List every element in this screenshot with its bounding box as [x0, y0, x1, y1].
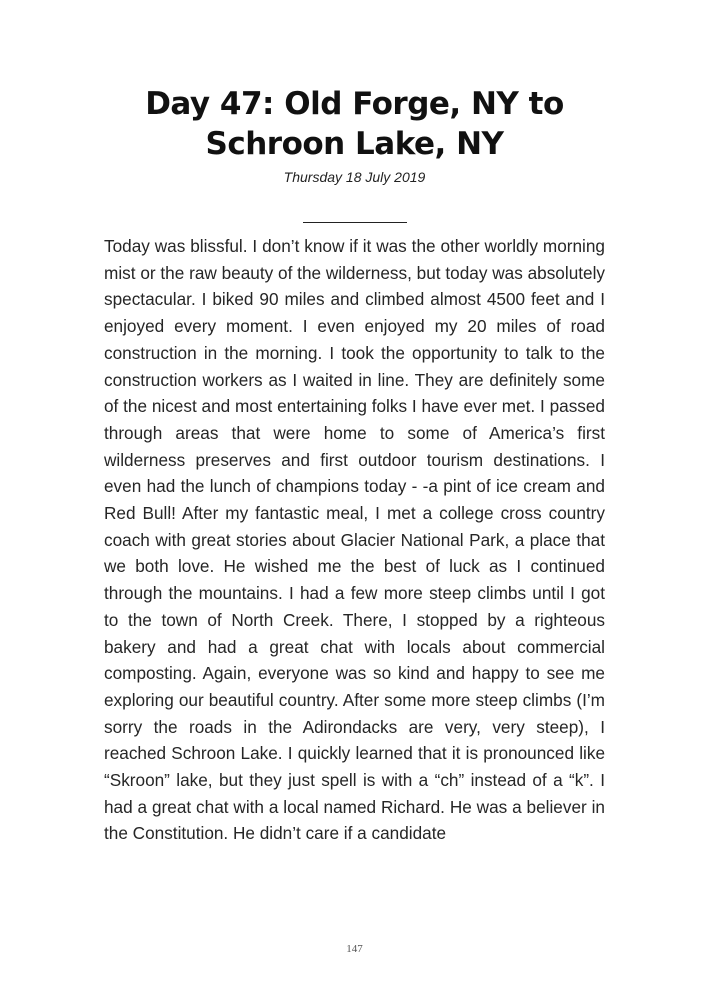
page-title: Day 47: Old Forge, NY to Schroon Lake, NY — [145, 86, 564, 162]
title-divider — [303, 222, 407, 223]
page-number: 147 — [346, 943, 363, 955]
entry-date: Thursday 18 July 2019 — [283, 169, 426, 185]
body-paragraph: Today was blissful. I don’t know if it was the other worldly morning mist or the raw beauty of the wilderness, but today was absolutely spectacular. I biked 90 miles and climbed almost 4500 feet and I enjoyed every moment. I even enjoyed my 20 miles of road construction in the morning. I took the opportunity to talk to the construction workers as I waited in line. They are definitely some of the nicest and most entertaining folks I have ever met. I passed through areas that were home to some of America’s first wilderness preserves and first outdoor tourism destinations. I even had the lunch of champions today - -a pint of ice cream and Red Bull! After my fantastic meal, I met a college cross country coach with great stories about Glacier National Park, a place that we both love. He wished me the best of luck as I continued through the mountains. I had a few more steep climbs until I got to the town of North Creek. There, I stopped by a righteous bakery and had a great chat with locals about commercial composting. Again, everyone was so kind and happy to see me exploring our beautiful country. After some more steep climbs (I’m sorry the roads in the Adirondacks are very, very steep), I reached Schroon Lake. I quickly learned that it is pronounced like “Skroon” lake, but they just spell is with a “ch” instead of a “k”. I had a great chat with a local named Richard. He was a believer in the Constitution. He didn’t care if a candidate — [104, 236, 605, 844]
